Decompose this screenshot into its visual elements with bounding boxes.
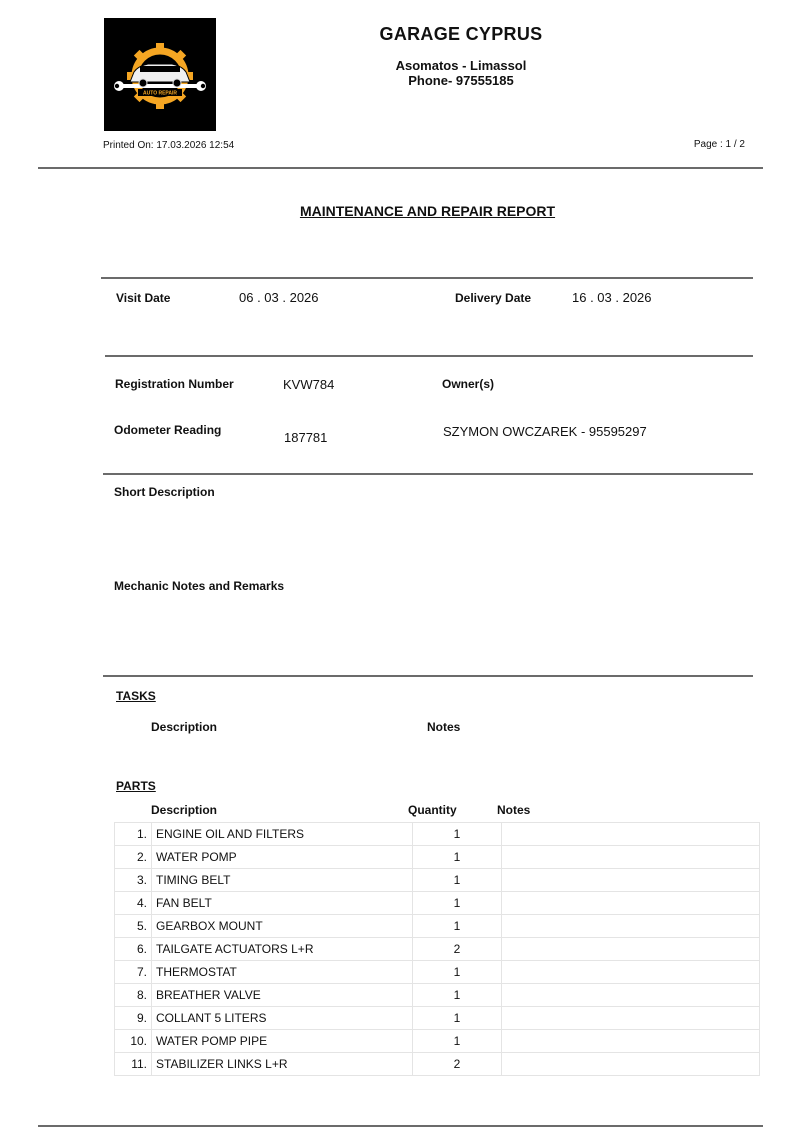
company-name: GARAGE CYPRUS: [379, 24, 543, 44]
part-number: 7.: [115, 961, 152, 984]
part-quantity: 1: [413, 823, 502, 846]
delivery-date-value: 16 . 03 . 2026: [572, 290, 652, 305]
parts-col-notes: Notes: [497, 803, 531, 817]
part-quantity: 1: [413, 961, 502, 984]
table-row: [115, 938, 760, 961]
part-description: TAILGATE ACTUATORS L+R: [152, 938, 413, 961]
part-quantity: 2: [413, 938, 502, 961]
table-row: [115, 1007, 760, 1030]
divider-tasks: [103, 675, 753, 677]
table-row: [115, 1030, 760, 1053]
tasks-col-description: Description: [151, 720, 218, 734]
part-notes: [502, 915, 760, 938]
part-notes: [502, 823, 760, 846]
part-number: 11.: [115, 1053, 152, 1076]
part-number: 8.: [115, 984, 152, 1007]
delivery-date-label: Delivery Date: [455, 291, 532, 305]
odometer-value: 187781: [284, 430, 328, 445]
visit-date-label: Visit Date: [116, 291, 171, 305]
part-description: WATER POMP: [152, 846, 413, 869]
parts-table: [114, 822, 760, 1076]
footer-divider: [38, 1125, 763, 1127]
part-description: COLLANT 5 LITERS: [152, 1007, 413, 1030]
printed-on-date: Printed On: 17.03.2026 12:54: [103, 140, 235, 151]
part-quantity: 1: [413, 892, 502, 915]
part-quantity: 1: [413, 984, 502, 1007]
part-quantity: 1: [413, 846, 502, 869]
table-row: [115, 823, 760, 846]
part-description: BREATHER VALVE: [152, 984, 413, 1007]
part-number: 6.: [115, 938, 152, 961]
part-number: 1.: [115, 823, 152, 846]
part-quantity: 1: [413, 869, 502, 892]
registration-label: Registration Number: [115, 377, 234, 391]
report-title: MAINTENANCE AND REPAIR REPORT: [299, 203, 556, 219]
company-address: Asomatos - Limassol: [395, 58, 527, 73]
part-notes: [502, 938, 760, 961]
part-description: THERMOSTAT: [152, 961, 413, 984]
divider-vehicle: [105, 355, 753, 357]
part-notes: [502, 1007, 760, 1030]
visit-date-value: 06 . 03 . 2026: [239, 290, 319, 305]
parts-col-description: Description: [151, 803, 218, 817]
tasks-heading: TASKS: [116, 689, 156, 703]
part-quantity: 1: [413, 915, 502, 938]
short-description-label: Short Description: [114, 485, 215, 499]
part-quantity: 1: [413, 1030, 502, 1053]
part-number: 10.: [115, 1030, 152, 1053]
part-quantity: 2: [413, 1053, 502, 1076]
table-row: [115, 961, 760, 984]
part-notes: [502, 961, 760, 984]
page-indicator: Page : 1 / 2: [693, 139, 745, 150]
part-description: STABILIZER LINKS L+R: [152, 1053, 413, 1076]
table-row: [115, 892, 760, 915]
table-row: [115, 869, 760, 892]
part-description: FAN BELT: [152, 892, 413, 915]
odometer-label: Odometer Reading: [114, 423, 222, 437]
part-description: GEARBOX MOUNT: [152, 915, 413, 938]
tasks-col-notes: Notes: [427, 720, 461, 734]
divider-visit: [101, 277, 753, 279]
header-divider: [38, 167, 763, 169]
part-notes: [502, 984, 760, 1007]
part-number: 2.: [115, 846, 152, 869]
table-row: [115, 915, 760, 938]
gear-car-logo-icon: [104, 18, 216, 131]
part-notes: [502, 892, 760, 915]
part-description: TIMING BELT: [152, 869, 413, 892]
table-row: [115, 1053, 760, 1076]
garage-logo: [104, 18, 216, 131]
registration-value: KVW784: [283, 377, 335, 392]
part-number: 4.: [115, 892, 152, 915]
mechanic-notes-label: Mechanic Notes and Remarks: [114, 579, 285, 593]
parts-col-quantity: Quantity: [408, 803, 457, 817]
part-number: 5.: [115, 915, 152, 938]
part-description: WATER POMP PIPE: [152, 1030, 413, 1053]
part-description: ENGINE OIL AND FILTERS: [152, 823, 413, 846]
table-row: [115, 846, 760, 869]
part-quantity: 1: [413, 1007, 502, 1030]
divider-descriptions: [103, 473, 753, 475]
part-notes: [502, 846, 760, 869]
company-phone: Phone- 97555185: [408, 73, 514, 88]
part-notes: [502, 1053, 760, 1076]
parts-heading: PARTS: [116, 779, 156, 793]
owner-label: Owner(s): [442, 377, 495, 391]
table-row: [115, 984, 760, 1007]
part-number: 3.: [115, 869, 152, 892]
owner-value: SZYMON OWCZAREK - 95595297: [443, 424, 647, 439]
part-notes: [502, 1030, 760, 1053]
part-notes: [502, 869, 760, 892]
part-number: 9.: [115, 1007, 152, 1030]
logo-text: AUTO REPAIR: [143, 90, 177, 97]
